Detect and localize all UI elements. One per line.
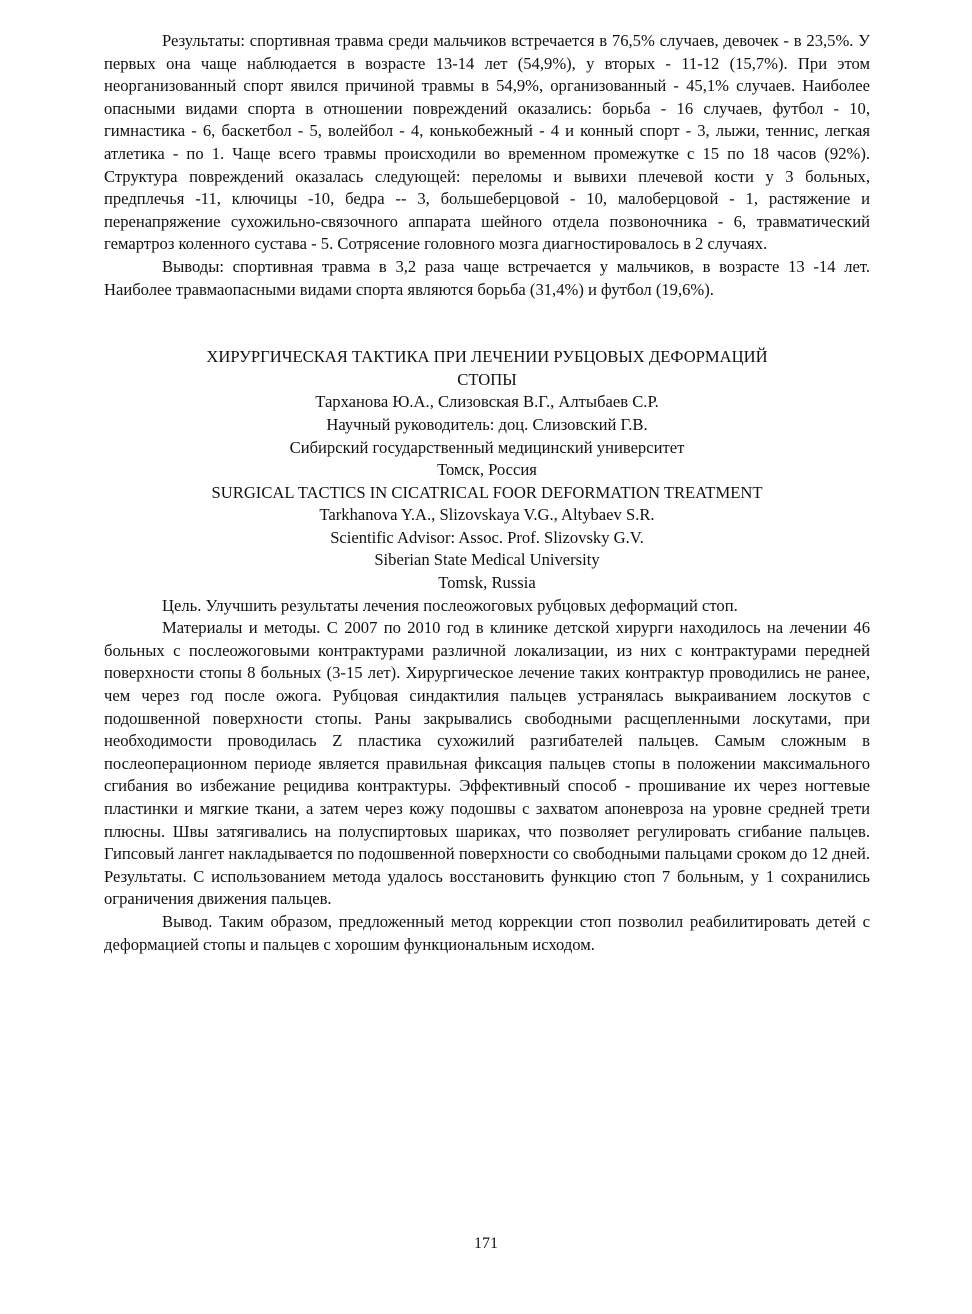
authors-en: Tarkhanova Y.A., Slizovskaya V.G., Altybaev S.R. xyxy=(319,505,655,525)
page-body xyxy=(104,30,870,956)
conclusion-paragraph: Вывод. Таким образом, предложенный метод коррекции стоп позволил реабилитировать детей с деформацией стопы и пальцев с хорошим функциональным исходом. xyxy=(104,911,870,954)
aim-paragraph: Цель. Улучшить результаты лечения послеожоговых рубцовых деформаций стоп. xyxy=(162,595,738,615)
advisor-en: Scientific Advisor: Assoc. Prof. Slizovsky G.V. xyxy=(330,527,644,547)
advisor-ru: Научный руководитель: доц. Слизовский Г.В. xyxy=(326,414,648,434)
city-en: Tomsk, Russia xyxy=(438,573,536,593)
title-ru-line1: ХИРУРГИЧЕСКАЯ ТАКТИКА ПРИ ЛЕЧЕНИИ РУБЦОВЫХ ДЕФОРМАЦИЙ xyxy=(206,347,768,367)
authors-ru: Тарханова Ю.А., Слизовская В.Г., Алтыбаев С.Р. xyxy=(315,392,659,412)
university-en: Siberian State Medical University xyxy=(374,550,600,570)
results-paragraph: Результаты: спортивная травма среди мальчиков встречается в 76,5% случаев, девочек - в 23,5%. У первых она чаще наблюдается в возрасте 13-14 лет (54,9%), у вторых - 11-12 (15,7%). При этом неорганизованный спорт явился причиной травмы в 54,9%, организованный - 45,1% случаев. Наиболее опасными видами спорта в отношении повреждений оказались: борьба - 16 случаев, футбол - 10, гимнастика - 6, баскетбол - 5, волейбол - 4, конькобежный - 4 и конный спорт - 3, лыжи, теннис, легкая атлетика - по 1. Чаще всего травмы происходили во временном промежутке с 15 по 18 часов (92%). Структура повреждений оказалась следующей: переломы и вывихи плечевой кости у 3 больных, предплечья -11, ключицы -10, бедра -- 3, большеберцовой - 10, малоберцовой - 1, растяжение и перенапряжение сухожильно-связочного аппарата шейного отдела позвоночника - 6, травматический гемартроз коленного сустава - 5. Сотрясение головного мозга диагностировалось в 2 случаях. xyxy=(104,31,870,254)
methods-paragraph: Материалы и методы. С 2007 по 2010 год в клинике детской хирурги находилось на лечении 46 больных с послеожоговыми контрактурами различной локализации, из них с контрактурами передней поверхности стопы 8 больных (3-15 лет). Хирургическое лечение таких контрактур проводились не ранее, чем через год после ожога. Рубцовая синдактилия пальцев устранялась выкраиванием лоскутов с подошвенной поверхности стопы. Раны закрывались свободными расщепленными лоскутами, при необходимости проводилась Z пластика сухожилий разгибателей пальцев. Самым сложным в послеоперационном периоде является правильная фиксация пальцев стопы в положении максимального сгибания во избежание рецидива контрактуры. Эффективный способ - прошивание их через ногтевые пластинки и мягкие ткани, а затем через кожу подошвы с захватом апоневроза на уровне средней трети плюсны. Швы затягивались на полуспиртовых шариках, что позволяет регулировать сгибание пальцев. Гипсовый лангет накладывается по подошвенной поверхности со свободными пальцами сроком до 12 дней. Результаты. С использованием метода удалось восстановить функцию стоп 7 больным, у 1 сохранились ограничения движения пальцев. xyxy=(104,618,870,909)
page-number: 171 xyxy=(474,1235,498,1252)
university-ru: Сибирский государственный медицинский университет xyxy=(289,437,685,457)
city-ru: Томск, Россия xyxy=(437,460,537,480)
title-ru-line2: СТОПЫ xyxy=(457,369,517,389)
title-en: SURGICAL TACTICS IN CICATRICAL FOOR DEFORMATION TREATMENT xyxy=(211,482,763,502)
conclusions-paragraph: Выводы: спортивная травма в 3,2 раза чаще встречается у мальчиков, в возрасте 13 -14 лет. Наиболее травмаопасными видами спорта являются борьба (31,4%) и футбол (19,6%). xyxy=(104,256,870,299)
